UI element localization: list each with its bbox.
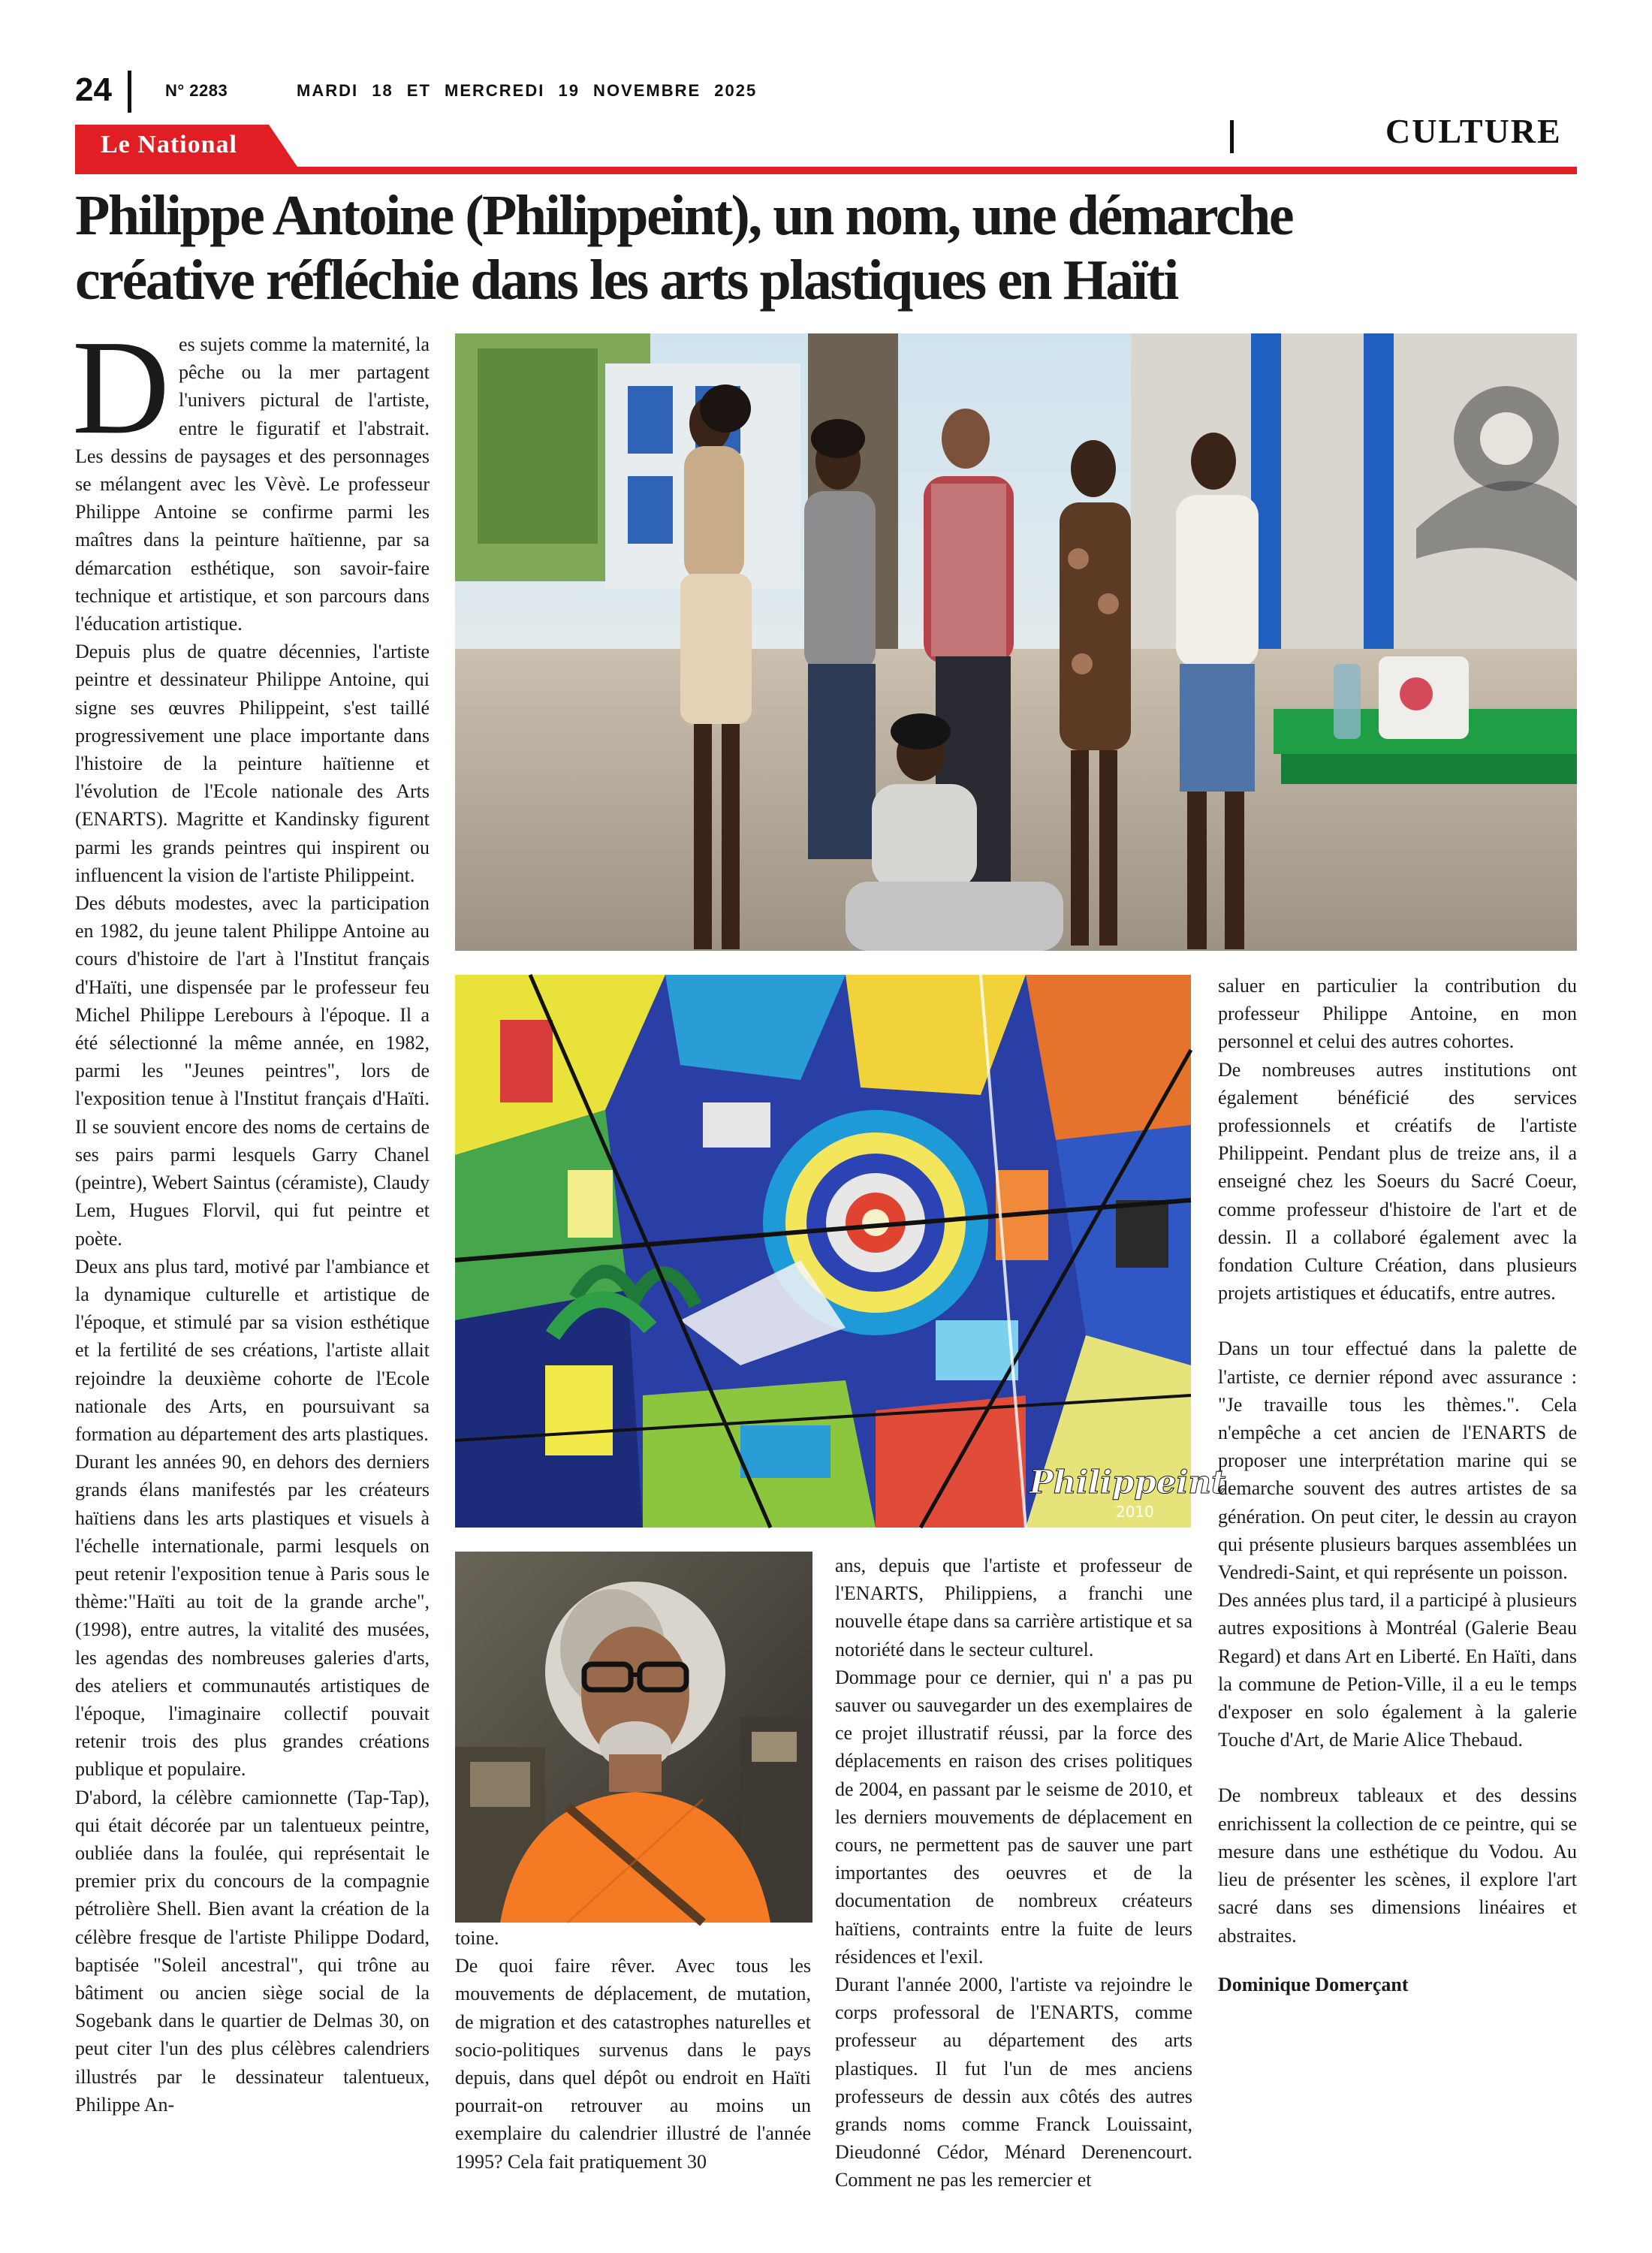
paragraph: Des années plus tard, il a participé à plusieurs autres expositions à Montréal (Galerie Beau Regard) et dans Art en Liberté. En Haïti, dans la commune de Petion-Ville, il a eu le temps d'exposer en solo également à la galerie Touche d'Art, de Marie Alice Thebaud. [1218, 1589, 1577, 1751]
column-4 [1218, 972, 1577, 1998]
paragraph-spacer [1218, 1307, 1577, 1335]
column-1 [72, 312, 430, 2119]
issue-number: N° 2283 [165, 81, 228, 100]
artist-portrait [455, 1552, 812, 1923]
paragraph [72, 312, 430, 638]
paragraph: Depuis plus de quatre décennies, l'artiste peintre et dessinateur Philippe Antoine, qui signe ses œuvres Philippeint, s'est taillé progressivement une place importante dans l'histoire de la peinture haïtienne et l'évolution de l'Ecole nationale des Arts (ENARTS). Magritte et Kandinsky figurent parmi les grands peintres qui inspirent ou influencent la vision de l'artiste Philippeint. [75, 641, 430, 886]
paragraph: Des débuts modestes, avec la participation en 1982, du jeune talent Philippe Antoine au cours d'histoire de l'art à l'Institut français d'Haïti, une dispensée par le professeur feu Michel Philippe Lerebours à l'époque. Il a été sélectionné la même année, en 1982, parmi les "Jeunes peintres", lors de l'exposition tenue à l'Institut français d'Haïti. Il se souvient encore des noms de certains de ses pairs parmi lesquels Garry Chanel (peintre), Webert Saintus (céramiste), Claudy Lem, Hugues Florvil, qui fut peintre et poète. [75, 892, 430, 1250]
paragraph: ans, depuis que l'artiste et professeur de l'ENARTS, Philippiens, a franchi une nouvelle étape dans sa carrière artistique et sa notoriété dans le secteur culturel. [835, 1555, 1192, 1660]
paragraph: Durant l'année 2000, l'artiste va rejoindre le corps professoral de l'ENARTS, comme professeur au département des arts plastiques. Il fut l'un de mes anciens professeurs de dessin aux côtés des autres grands noms comme Franck Louissaint, Dieudonné Cédor, Ménard Derenencourt. Comment ne pas les remercier et [835, 1974, 1192, 2191]
paragraph: toine. [455, 1927, 499, 1949]
publication-name: Le National [101, 131, 237, 158]
paragraph: Deux ans plus tard, motivé par l'ambiance et la dynamique culturelle et artistique de l'époque, et stimulé par sa vision esthétique et la fertilité de ses créations, l'artiste allait rejoindre la deuxième cohorte de l'Ecole nationale des Arts, en poursuivant sa formation au département des arts plastiques. [75, 1255, 430, 1445]
paragraph: Durant les années 90, en dehors des derniers grands élans manifestés par les créateurs haïtiens dans les arts plastiques et visuels à l'échelle internationale, parmi lesquels on peut retenir l'exposition tenue à Paris sous le thème:"Haïti au toit de la grande arche", (1998), entre autres, la vitalité des musées, les agendas des nombreuses galeries d'arts, des ateliers et communautés artistiques de l'époque, l'imaginaire collectif pouvait retenir trois des plus grandes créations publique et populaire. [75, 1451, 430, 1781]
section-divider [1230, 120, 1234, 153]
painting-art [455, 975, 1226, 1528]
group-photo-art [455, 333, 1577, 951]
headline-line-1: Philippe Antoine (Philippeint), un nom, une démarche [75, 184, 1293, 247]
painting-signature: Philippeint [1029, 1464, 1226, 1500]
paragraph: De nombreux tableaux et des dessins enrichissent la collection de ce peintre, qui se mesure dans une esthétique du Vodou. Au lieu de présenter les scènes, il explore l'art sacré dans ses dimensions linéaires et abstraites. [1218, 1784, 1577, 1947]
paragraph-spacer [1218, 1754, 1577, 1781]
section-label: CULTURE [1385, 112, 1562, 150]
author-signature: Dominique Domerçant [1218, 1973, 1409, 1995]
paragraph: Dans un tour effectué dans la palette de l'artiste, ce dernier répond avec assurance : "Je travaille tous les thèmes.". Cela n'empêche a cet ancien de l'ENARTS de proposer une interprétation marine qui se demarche souvent des autres artistes de sa génération. On peut citer, le dessin au crayon qui présente plusieurs barques assemblées un Vendredi-Saint, et qui représente un poisson. [1218, 1338, 1577, 1584]
page-number: 24 [75, 71, 112, 108]
column-2 [455, 1924, 811, 2176]
paragraph: D'abord, la célèbre camionnette (Tap-Tap), qui était décorée par un talentueux peintre, oubliée dans la foulée, qui représentait le premier prix du concours de la compagnie pétrolière Shell. Bien avant la création de la célèbre fresque de l'artiste Philippe Dodard, baptisée "Soleil ancestral", qui trône au bâtiment ou ancien siège social de la Sogebank dans le quartier de Delmas 30, on peut citer l'un des plus célèbres calendriers illustrés par le dessinateur talentueux, Philippe An- [75, 1786, 430, 2116]
group-photo [455, 333, 1577, 951]
header-divider [128, 71, 131, 113]
portrait-art [455, 1552, 812, 1923]
paragraph: saluer en particulier la contribution du professeur Philippe Antoine, en mon personnel et celui des autres cohortes. [1218, 975, 1577, 1053]
header-rule [75, 167, 1577, 174]
issue-date: MARDI 18 ET MERCREDI 19 NOVEMBRE 2025 [297, 81, 758, 100]
drop-cap: D [72, 312, 170, 462]
svg-text:2010: 2010 [1116, 1503, 1154, 1521]
paragraph: De nombreuses autres institutions ont également bénéficié des services professionnels et créatifs de l'artiste Philippeint. Pendant plus de treize ans, il a enseigné chez les Soeurs du Sacré Coeur, comme professeur d'histoire de l'art et de dessin. Il a collaboré également avec la fondation Culture Création, dans plusieurs projets artistiques et éducatifs, entre autres. [1218, 1058, 1577, 1304]
headline-line-2: créative réfléchie dans les arts plastiques en Haïti [75, 249, 1177, 312]
paragraph: Dommage pour ce dernier, qui n' a pas pu sauver ou sauvegarder un des exemplaires de ce projet illustratif réussi, par la force des déplacements en raison des crises politiques de 2004, en passant par le seisme de 2010, et les derniers mouvements de déplacement en cours, ne permettent pas de sauver une part importantes des oeuvres et de la documentation de nombreux créateurs haïtiens, contraints entre la fuite de leurs résidences et l'exil. [835, 1666, 1192, 1968]
paragraph-text: es sujets comme la maternité, la pêche ou la mer partagent l'univers pictural de l'artiste, entre le figuratif et l'abstrait. Les dessins de paysages et des personnages se mélangent avec les Vèvè. Le professeur Philippe Antoine se confirme parmi les maîtres dans la peinture haïtienne, par sa démarcation esthétique, son savoir-faire technique et artistique, et son parcours dans l'éducation artistique. [75, 333, 430, 635]
column-3 [835, 1552, 1192, 2194]
article-headline [75, 183, 1577, 312]
paragraph: De quoi faire rêver. Avec tous les mouvements de déplacement, de mutation, de migration et des catastrophes naturelles et socio-politiques survenus dans le pays depuis, dans quel dépôt ou endroit en Haïti pourrait-on retrouver au moins un exemplaire du calendrier illustré de l'année 1995? Cela fait pratiquement 30 [455, 1955, 811, 2173]
abstract-painting [455, 975, 1226, 1528]
